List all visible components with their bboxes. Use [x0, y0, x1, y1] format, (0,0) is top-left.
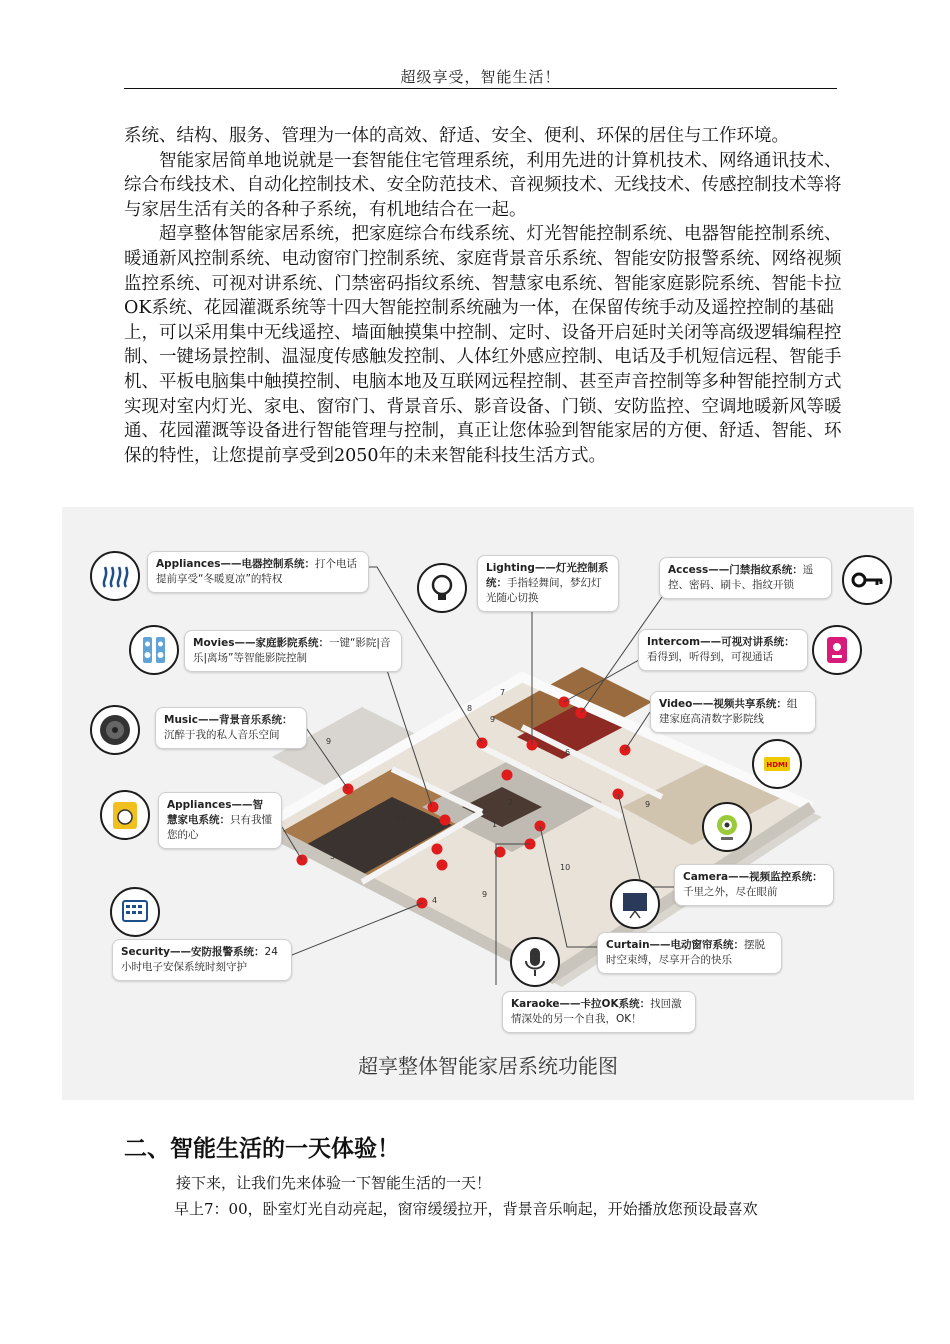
room-number: 11	[395, 813, 406, 822]
room-number: 9	[326, 737, 332, 746]
callout-access: Access——门禁指纹系统：遥控、密码、刷卡、指纹开锁	[659, 557, 832, 599]
paragraph-1: 系统、结构、服务、管理为一体的高效、舒适、安全、便利、环保的居住与工作环境。	[124, 126, 789, 146]
callout-karaoke: Karaoke——卡拉OK系统：找回激情深处的另一个自我，OK！	[502, 991, 696, 1033]
callout-security: Security——安防报警系统：24小时电子安保系统时刻守护	[112, 939, 292, 981]
section-line-2: 早上7：00，卧室灯光自动亮起，窗帘缓缓拉开，背景音乐响起，开始播放您预设最喜欢	[174, 1200, 758, 1218]
room-number: 2	[508, 798, 514, 807]
room-number: 3	[330, 852, 336, 861]
speaker-icon	[129, 625, 179, 675]
callout-video: Video——视频共享系统：组建家庭高清数字影院线	[650, 691, 816, 733]
room-number: 1	[492, 820, 498, 829]
light-bulb-icon	[417, 563, 467, 613]
curtain-screen-icon	[610, 879, 660, 929]
callout-curtain: Curtain——电动窗帘系统：摆脱时空束缚，尽享开合的快乐	[597, 932, 782, 974]
smart-home-diagram	[62, 507, 914, 1100]
callout-camera: Camera——视频监控系统：千里之外，尽在眼前	[674, 864, 834, 906]
callout-intercom: Intercom——可视对讲系统：看得到，听得到，可视通话	[638, 629, 808, 671]
callout-smart-appliances: Appliances——智慧家电系统：只有我懂您的心	[158, 792, 282, 849]
room-number: 4	[432, 896, 438, 905]
section-text	[176, 1170, 856, 1222]
washing-machine-icon	[100, 790, 150, 840]
paragraph-3: 超享整体智能家居系统，把家庭综合布线系统、灯光智能控制系统、电器智能控制系统、暖通新风控制系统、电动窗帘门控制系统、家庭背景音乐系统、智能安防报警系统、网络视频监控系统、可视对讲系统、门禁密码指纹系统、智慧家电系统、智能家庭影院系统、智能卡拉OK系统、花园灌溉系统等十四大智能控制系统融为一体，在保留传统手动及遥控控制的基础上，可以采用集中无线遥控、墙面触摸集中控制、定时、设备开启延时关闭等高级逻辑编程控制、一键场景控制、温湿度传感触发控制、人体红外感应控制、电话及手机短信远程、智能手机、平板电脑集中触摸控制、电脑本地及互联网远程控制、甚至声音控制等多种智能控制方式实现对室内灯光、家电、窗帘门、背景音乐、影音设备、门锁、安防监控、空调地暖新风等暖通、花园灌溉等设备进行智能管理与控制，真正让您体验到智能家居的方便、舒适、智能、环保的特性，让您提前享受到2050年的未来智能科技生活方式。	[124, 224, 842, 466]
hdmi-label: HDMI	[766, 761, 788, 769]
room-number: 10	[560, 863, 571, 872]
body-text	[124, 124, 844, 468]
intercom-icon	[812, 625, 862, 675]
microphone-icon	[510, 937, 560, 987]
callout-movies: Movies——家庭影院系统：一键“影院|音乐|离场”等智能影院控制	[184, 630, 402, 672]
loudspeaker-icon	[90, 705, 140, 755]
header-rule	[124, 88, 837, 89]
room-number: 9	[645, 800, 651, 809]
callout-music: Music——背景音乐系统：沉醉于我的私人音乐空间	[155, 707, 307, 749]
paragraph-2: 智能家居简单地说就是一套智能住宅管理系统，利用先进的计算机技术、网络通讯技术、综合布线技术、自动化控制技术、安全防范技术、音视频技术、无线技术、传感控制技术等将与家居生活有关的各种子系统，有机地结合在一起。	[124, 150, 842, 220]
heating-icon	[90, 551, 140, 601]
hdmi-icon	[752, 739, 802, 789]
room-number: 6	[565, 748, 571, 757]
room-number: 8	[467, 704, 473, 713]
room-number: 9	[490, 715, 496, 724]
section-line-1: 接下来，让我们先来体验一下智能生活的一天！	[176, 1174, 492, 1192]
callout-lighting: Lighting——灯光控制系统：手指轻舞间，梦幻灯光随心切换	[477, 555, 619, 612]
section-heading: 二、智能生活的一天体验！	[124, 1136, 400, 1162]
room-number: 7	[500, 688, 506, 697]
figure-caption: 超享整体智能家居系统功能图	[358, 1054, 618, 1078]
page-header: 超级享受，智能生活！	[400, 68, 561, 86]
callout-appliances-control: Appliances——电器控制系统：打个电话提前享受“冬暖夏凉”的特权	[147, 551, 369, 593]
camera-icon	[702, 802, 752, 852]
key-icon	[842, 555, 892, 605]
room-number: 9	[482, 890, 488, 899]
security-panel-icon	[110, 887, 160, 937]
